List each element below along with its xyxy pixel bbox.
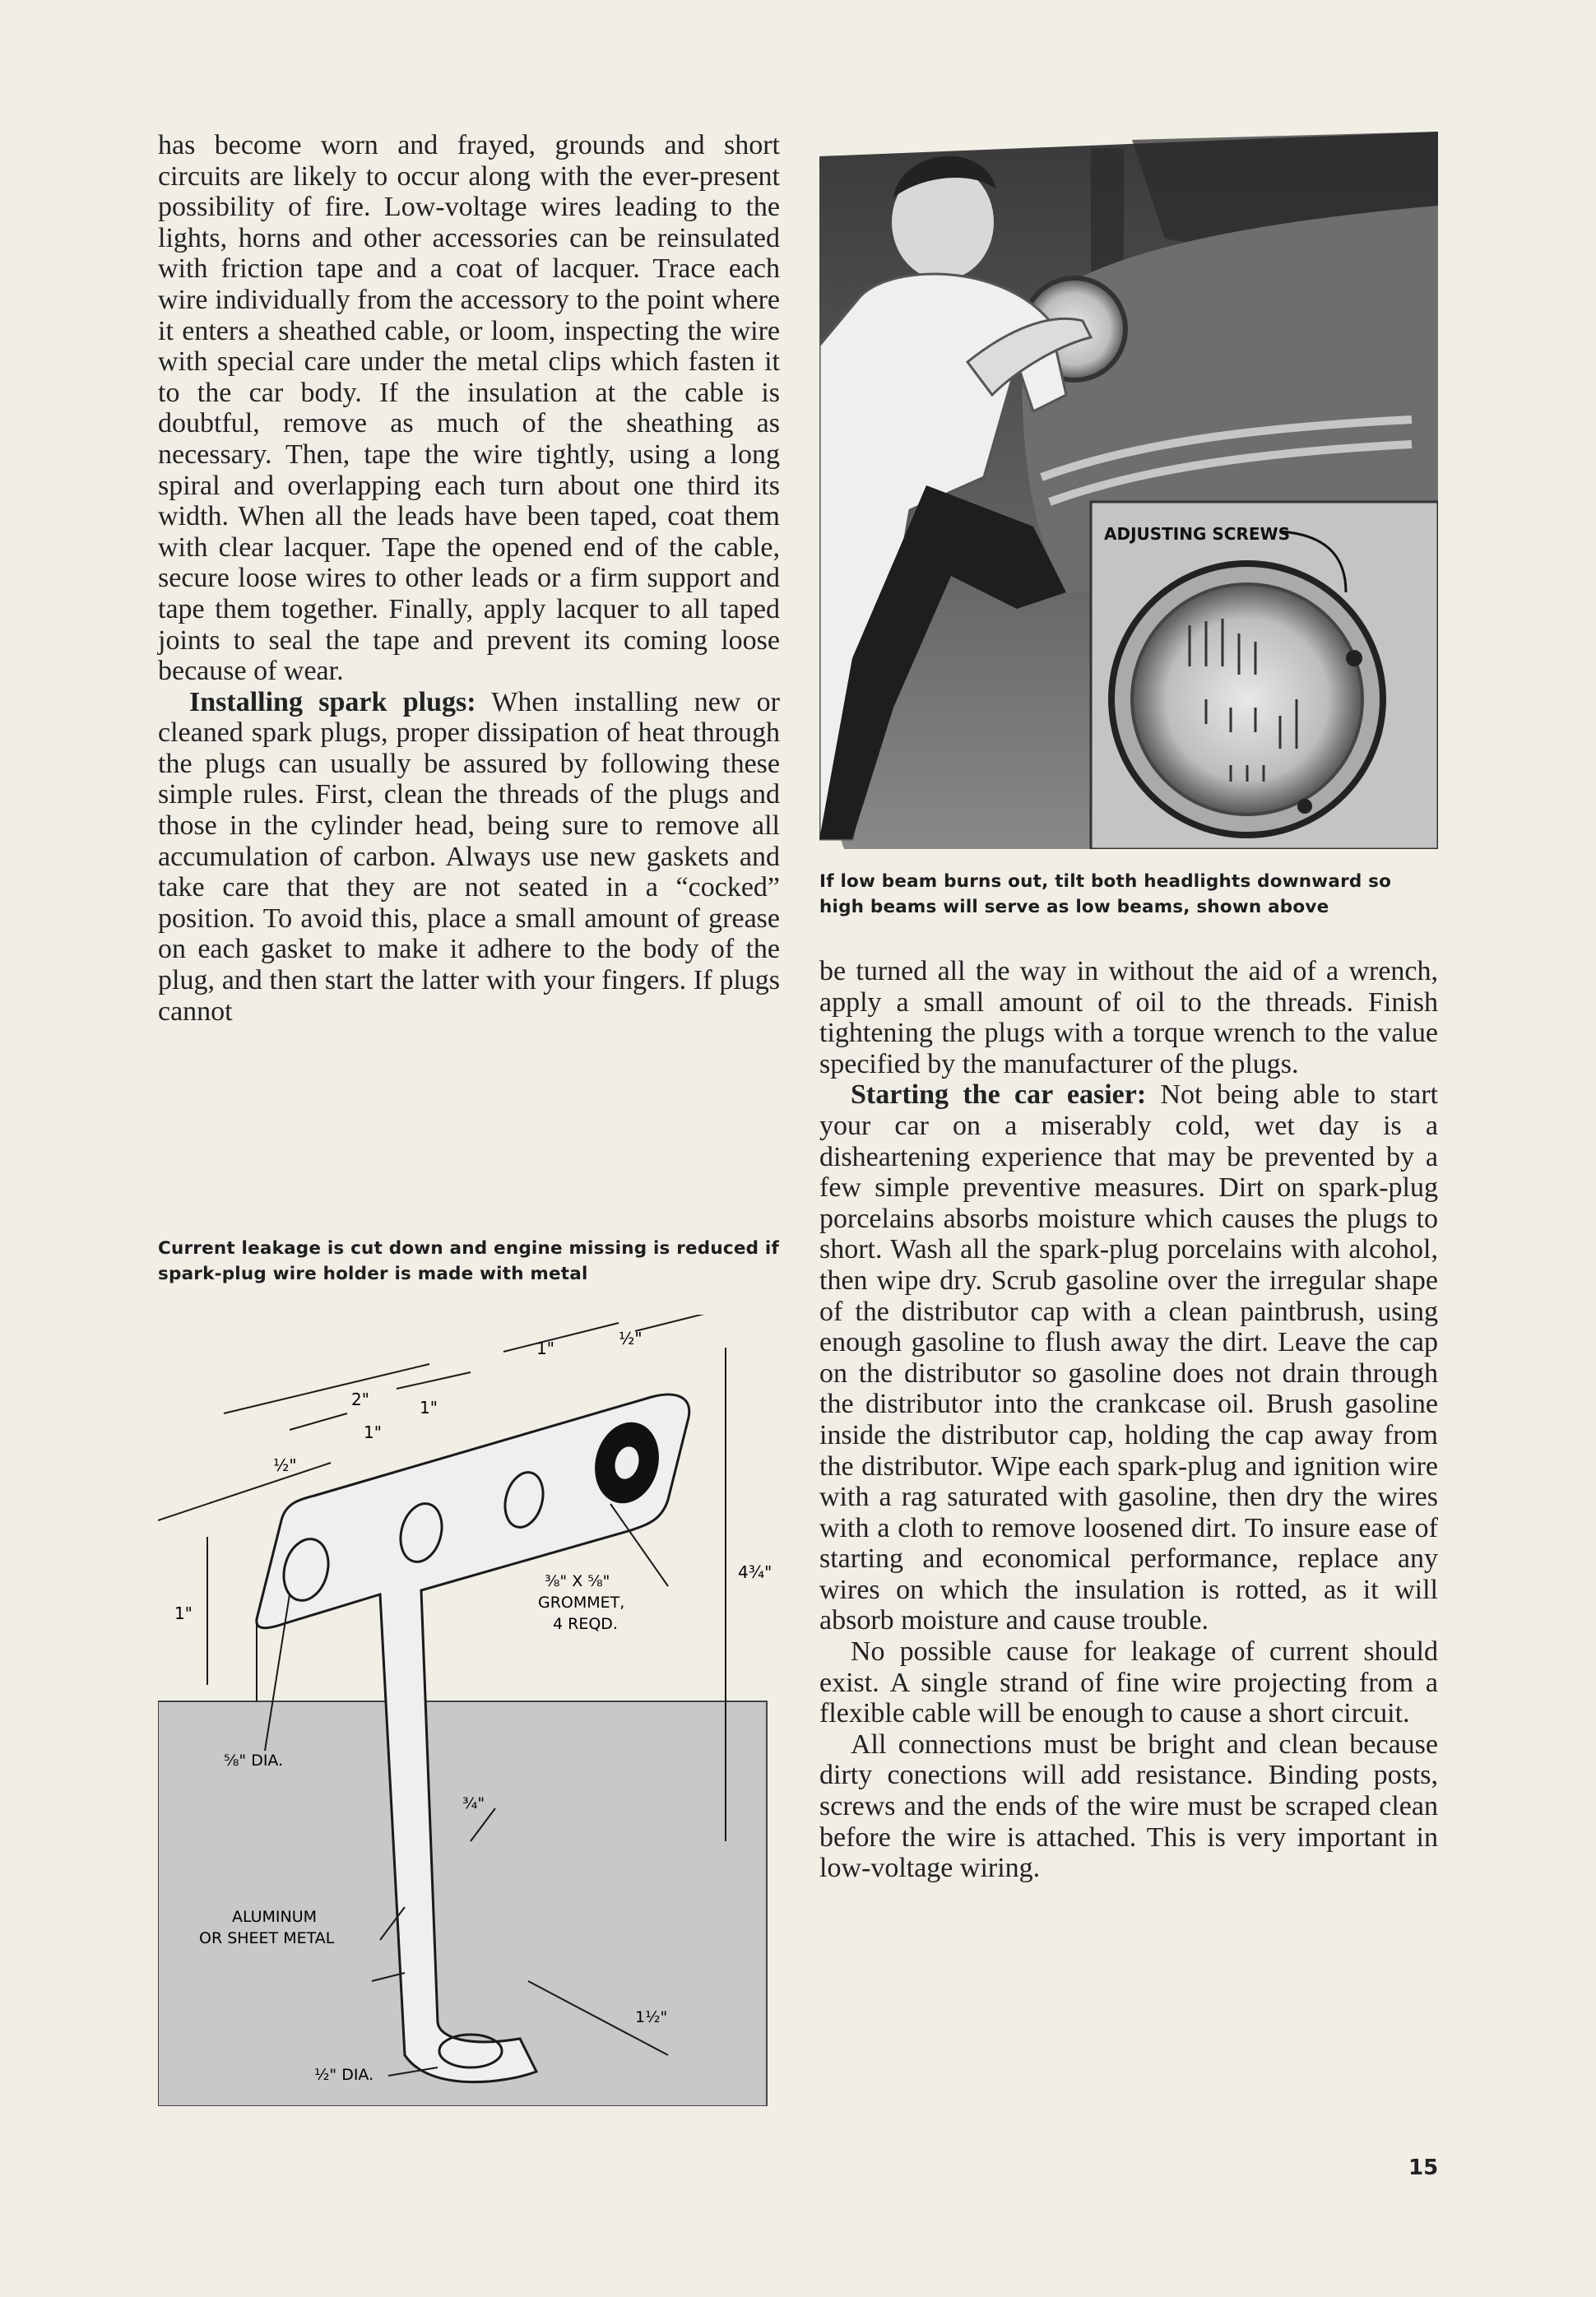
diagram-caption: Current leakage is cut down and engine missing is reduced if spark-plug wire holder is made with metal — [158, 1238, 780, 1284]
wire-holder-diagram — [158, 1315, 780, 2106]
left-column — [158, 130, 780, 1027]
wire-holder-drawing — [158, 1315, 780, 2106]
adjusting-screws-label: ADJUSTING SCREWS — [1104, 524, 1290, 544]
right-column — [819, 956, 1438, 1884]
paragraph-leakage: No possible cause for leakage of current should exist. A single strand of fine wire projecting from a flexible cable will be enough to cause a short circuit. — [819, 1636, 1438, 1729]
dimension-height-1in: 1" — [174, 1603, 193, 1623]
paragraph-spark-plugs — [158, 687, 780, 1028]
dimension-overall-height: 4¾" — [738, 1562, 772, 1582]
dimension-1in: 1" — [420, 1398, 438, 1418]
grommet-quantity-label: 4 REQD. — [553, 1615, 618, 1633]
paragraph-connections: All connections must be bright and clean because dirty conections will add resistance. Binding posts, screws and the ends of the wire must be scraped clean before the wire is attached. This is very important in low-voltage wiring. — [819, 1729, 1438, 1884]
grommet-label: GROMMET, — [538, 1594, 625, 1612]
bottom-hole-label: ½" DIA. — [314, 2066, 374, 2084]
run-in-heading-spark-plugs: Installing spark plugs: — [189, 686, 476, 717]
dimension-1in: 1" — [364, 1422, 382, 1442]
dimension-2in: 2" — [351, 1390, 369, 1409]
headlight-photo — [819, 132, 1438, 849]
paragraph-wiring: has become worn and frayed, grounds and short circuits are likely to occur along with the ever-present possibility of fire. Low-voltage wires leading to the lights, horns and other accessories can be reinsulated with friction tape and a coat of lacquer. Trace each wire individually from the accessory to the point where it enters a sheathed cable, or loom, inspecting the wire with special care under the metal clips which fasten it to the car body. If the insulation at the cable is doubtful, remove as much of the sheathing as necessary. Then, tape the wire tightly, using a long spiral and overlapping each turn about one third its width. When all the leads have been taped, coat them with clear lacquer. Tape the opened end of the cable, secure loose wires to other leads or a firm support and tape them together. Finally, apply lacquer to all taped joints to seal the tape and prevent its coming loose because of wear. — [158, 130, 780, 687]
adjusting-screw-icon — [1346, 650, 1362, 666]
paragraph-starting-text: Not being able to start your car on a miserably cold, wet day is a disheartening experience that may be prevented by a few simple preventive measures. Dirt on spark-plug porcelains absorbs moisture which causes the plugs to short. Wash all the spark-plug porcelains with alcohol, then wipe dry. Scrub gasoline over the irregular shape of the distributor cap with a clean paintbrush, using enough gasoline to flush away the dirt. Leave the cap on the distributor so gasoline does not drain through the distributor into the crankcase oil. Brush gasoline inside the distributor cap, holding the cap away from the distributor. Wipe each spark-plug and ignition wire with a rag saturated with gasoline, then dry the wires with a cloth to remove loosened dirt. To insure ease of starting and economical performance, replace any wires on which the insulation is rotted, as it will absorb moisture and cause trouble. — [819, 1079, 1438, 1636]
page-number: 15 — [1408, 2155, 1439, 2180]
dimension-half: ½" — [619, 1329, 643, 1348]
headlight-illustration — [819, 132, 1438, 849]
dimension-3-4: ¾" — [462, 1794, 485, 1812]
material-label: ALUMINUM — [232, 1908, 318, 1926]
paragraph-starting — [819, 1079, 1438, 1636]
adjusting-screw-icon — [1297, 799, 1312, 814]
photo-caption: If low beam burns out, tilt both headlights downward so high beams will serve as low beams, shown above — [819, 871, 1392, 917]
paragraph-continuation: be turned all the way in without the aid of a wrench, apply a small amount of oil to the threads. Finish tightening the plugs with a torque wrench to the value specified by the manufacturer of the plugs. — [819, 956, 1438, 1079]
grommet-size-label: ⅜" X ⅝" — [545, 1572, 610, 1590]
dimension-half: ½" — [273, 1455, 297, 1475]
dimension-1-1-2: 1½" — [635, 2008, 668, 2026]
dimension-1in: 1" — [536, 1339, 554, 1358]
paragraph-spark-plugs-text: When installing new or cleaned spark plugs, proper dissipation of heat through the plugs can usually be assured by following these simple rules. First, clean the threads of the plugs and those in the cylinder head, being sure to remove all accumulation of carbon. Always use new gaskets and take care that they are not seated in a “cocked” position. To avoid this, place a small amount of grease on each gasket to make it adhere to the body of the plug, and then start the latter with your fingers. If plugs cannot — [158, 686, 780, 1027]
run-in-heading-starting: Starting the car easier: — [851, 1079, 1147, 1111]
hole-diameter-label: ⅝" DIA. — [224, 1752, 284, 1770]
material-label-2: OR SHEET METAL — [199, 1929, 335, 1947]
